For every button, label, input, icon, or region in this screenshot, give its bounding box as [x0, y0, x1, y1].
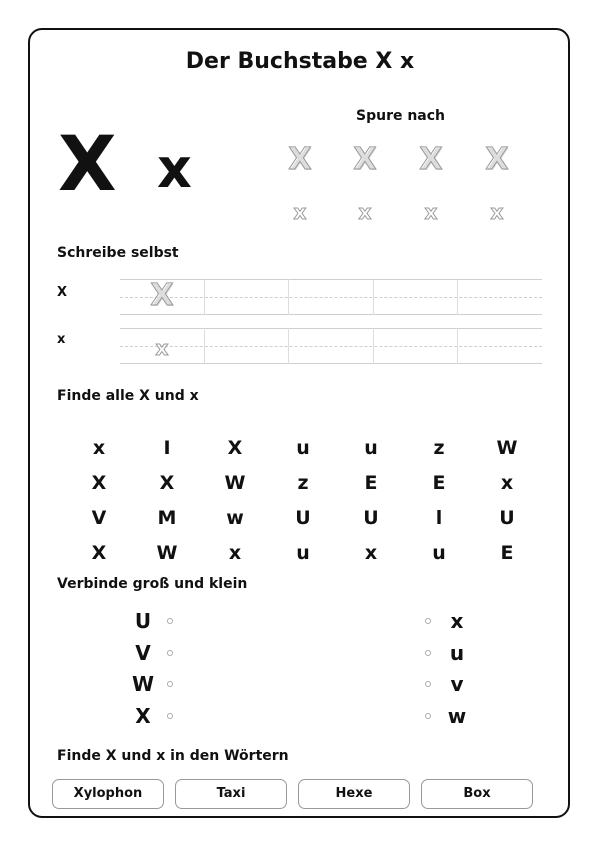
trace-letter-upper: X [485, 142, 509, 177]
grid-letter[interactable]: M [157, 507, 177, 529]
word-box[interactable]: Xylophon [52, 779, 164, 809]
grid-letter[interactable]: w [226, 507, 244, 529]
grid-letter[interactable]: E [500, 542, 514, 564]
grid-letter[interactable]: E [364, 472, 378, 494]
grid-letter[interactable]: x [92, 437, 106, 459]
word-box[interactable]: Box [421, 779, 533, 809]
writing-lines-upper[interactable] [120, 279, 542, 315]
write-row-label-upper: X [57, 285, 68, 300]
match-right-dot[interactable] [425, 650, 431, 656]
match-left-dot[interactable] [167, 618, 173, 624]
grid-letter[interactable]: W [224, 472, 246, 494]
grid-letter[interactable]: z [433, 437, 445, 459]
match-right-dot[interactable] [425, 618, 431, 624]
grid-letter[interactable]: W [156, 542, 178, 564]
match-left-dot[interactable] [167, 650, 173, 656]
grid-letter[interactable]: W [496, 437, 518, 459]
match-left-letter: X [135, 704, 151, 728]
grid-letter[interactable]: x [500, 472, 514, 494]
grid-letter[interactable]: x [364, 542, 378, 564]
word-box[interactable]: Hexe [298, 779, 410, 809]
grid-letter[interactable]: U [363, 507, 379, 529]
trace-letter-lower: x [358, 200, 372, 224]
trace-letter-lower: x [293, 200, 307, 224]
grid-letter[interactable]: u [364, 437, 378, 459]
trace-letter-upper: X [288, 142, 312, 177]
grid-letter[interactable]: u [296, 542, 310, 564]
match-right-letter: v [450, 672, 464, 696]
big-lowercase-letter: x [157, 137, 192, 200]
trace-letter-lower: x [490, 200, 504, 224]
match-heading: Verbinde groß und klein [57, 576, 248, 592]
grid-letter[interactable]: E [432, 472, 446, 494]
match-right-dot[interactable] [425, 681, 431, 687]
grid-letter[interactable]: u [296, 437, 310, 459]
word-box[interactable]: Taxi [175, 779, 287, 809]
big-uppercase-letter: X [58, 119, 117, 208]
write-heading: Schreibe selbst [57, 245, 179, 261]
match-right-letter: x [450, 609, 464, 633]
trace-letter-lower: x [424, 200, 438, 224]
match-left-dot[interactable] [167, 713, 173, 719]
grid-letter[interactable]: X [159, 472, 175, 494]
grid-letter[interactable]: V [91, 507, 107, 529]
match-left-letter: U [134, 609, 152, 633]
grid-letter[interactable]: U [499, 507, 515, 529]
match-right-dot[interactable] [425, 713, 431, 719]
match-left-dot[interactable] [167, 681, 173, 687]
trace-letter-upper: X [419, 142, 443, 177]
match-left-letter: W [131, 672, 155, 696]
grid-letter[interactable]: X [91, 472, 107, 494]
page-title: Der Buchstabe X x [185, 49, 415, 74]
match-right-letter: w [447, 704, 467, 728]
trace-heading: Spure nach [356, 108, 446, 124]
grid-letter[interactable]: X [91, 542, 107, 564]
write-row-label-lower: x [57, 332, 66, 347]
words-heading: Finde X und x in den Wörtern [57, 748, 289, 764]
find-heading: Finde alle X und x [57, 388, 199, 404]
grid-letter[interactable]: z [297, 472, 309, 494]
match-right-letter: u [449, 641, 465, 665]
grid-letter[interactable]: l [435, 507, 443, 529]
match-left-letter: V [135, 641, 151, 665]
write-sample-upper: X [150, 278, 174, 313]
write-sample-lower: x [155, 336, 169, 360]
grid-letter[interactable]: X [227, 437, 243, 459]
grid-letter[interactable]: x [228, 542, 242, 564]
writing-lines-lower[interactable] [120, 328, 542, 364]
grid-letter[interactable]: u [432, 542, 446, 564]
grid-letter[interactable]: U [295, 507, 311, 529]
grid-letter[interactable]: I [163, 437, 171, 459]
trace-letter-upper: X [353, 142, 377, 177]
